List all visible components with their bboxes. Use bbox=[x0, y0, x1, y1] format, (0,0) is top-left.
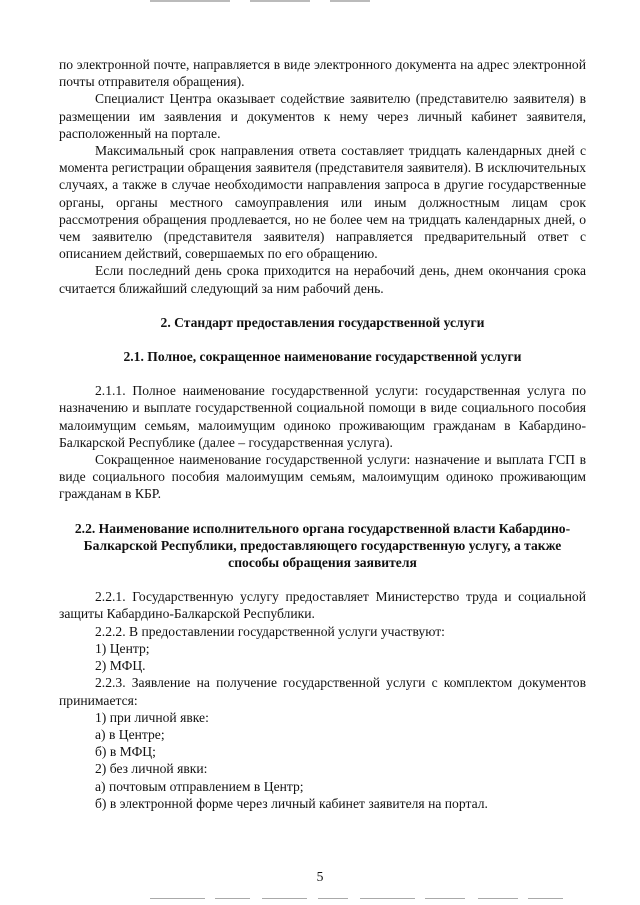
list-item: б) в МФЦ; bbox=[95, 744, 156, 760]
scan-artifact bbox=[425, 898, 465, 899]
paragraph: Сокращенное наименование государственной услуги: назначение и выплата ГСП в виде социального пособия малоимущим семьям, малоимущим одиноко проживающим гражданам в КБР. bbox=[59, 452, 586, 502]
list-item: 1) Центр; bbox=[95, 640, 150, 656]
paragraph: Максимальный срок направления ответа составляет тридцать календарных дней с момента регистрации обращения заявителя (представителя заявителя). В исключительных случаях, а также в случае необходимости направления запроса в другие государственные органы, органы местного самоуправления или иным должностным лицам срок рассмотрения обращения продлевается, но не более чем на тридцать календарных дней, о чем заявителю (представителя заявителя) направляется предварительный ответ с описанием действий, совершаемых по его обращению. bbox=[59, 143, 586, 262]
subsection-heading: 2.2. Наименование исполнительного органа государственной власти Кабардино-Балкарской Республики, предоставляющего государственную услугу, а также способы обращения заявителя bbox=[74, 520, 571, 571]
paragraph: 2.2.1. Государственную услугу предоставляет Министерство труда и социальной защиты Кабардино-Балкарской Республики. bbox=[59, 589, 586, 622]
document-page bbox=[59, 56, 586, 812]
paragraph: 2.2.2. В предоставлении государственной услуги участвуют: bbox=[95, 623, 445, 639]
scan-artifact bbox=[262, 898, 307, 899]
scan-artifact bbox=[318, 898, 348, 899]
section-heading: 2. Стандарт предоставления государственной услуги bbox=[160, 314, 485, 330]
scan-artifact bbox=[528, 898, 563, 899]
paragraph: 2.1.1. Полное наименование государственной услуги: государственная услуга по назначению и выплате государственной социальной помощи в виде социального пособия малоимущим семьям, малоимущим одиноко проживающим гражданам в Кабардино-Балкарской Республике (далее – государственная услуга). bbox=[59, 383, 586, 450]
list-item: а) почтовым отправлением в Центр; bbox=[95, 778, 304, 794]
paragraph: 2.2.3. Заявление на получение государственной услуги с комплектом документов принимается: bbox=[59, 675, 586, 708]
list-item: б) в электронной форме через личный кабинет заявителя на портал. bbox=[95, 795, 488, 811]
scan-artifact bbox=[360, 898, 415, 899]
scan-artifact bbox=[150, 898, 205, 899]
list-item: 1) при личной явке: bbox=[95, 709, 209, 725]
scan-artifact bbox=[215, 898, 250, 899]
paragraph: Если последний день срока приходится на нерабочий день, днем окончания срока считается ближайший следующий за ним рабочий день. bbox=[59, 263, 586, 296]
scan-artifact bbox=[150, 0, 230, 2]
scan-artifact bbox=[478, 898, 518, 899]
paragraph: по электронной почте, направляется в виде электронного документа на адрес электронной почты отправителя обращения). bbox=[59, 57, 586, 90]
page-number: 5 bbox=[316, 869, 324, 884]
scan-artifact bbox=[330, 0, 370, 2]
list-item: а) в Центре; bbox=[95, 726, 165, 742]
scan-artifact bbox=[250, 0, 310, 2]
paragraph: Специалист Центра оказывает содействие заявителю (представителю заявителя) в размещении им заявления и документов к нему через личный кабинет заявителя, расположенный на портале. bbox=[59, 91, 586, 141]
subsection-heading: 2.1. Полное, сокращенное наименование государственной услуги bbox=[123, 349, 522, 365]
list-item: 2) МФЦ. bbox=[95, 658, 146, 674]
list-item: 2) без личной явки: bbox=[95, 761, 208, 777]
